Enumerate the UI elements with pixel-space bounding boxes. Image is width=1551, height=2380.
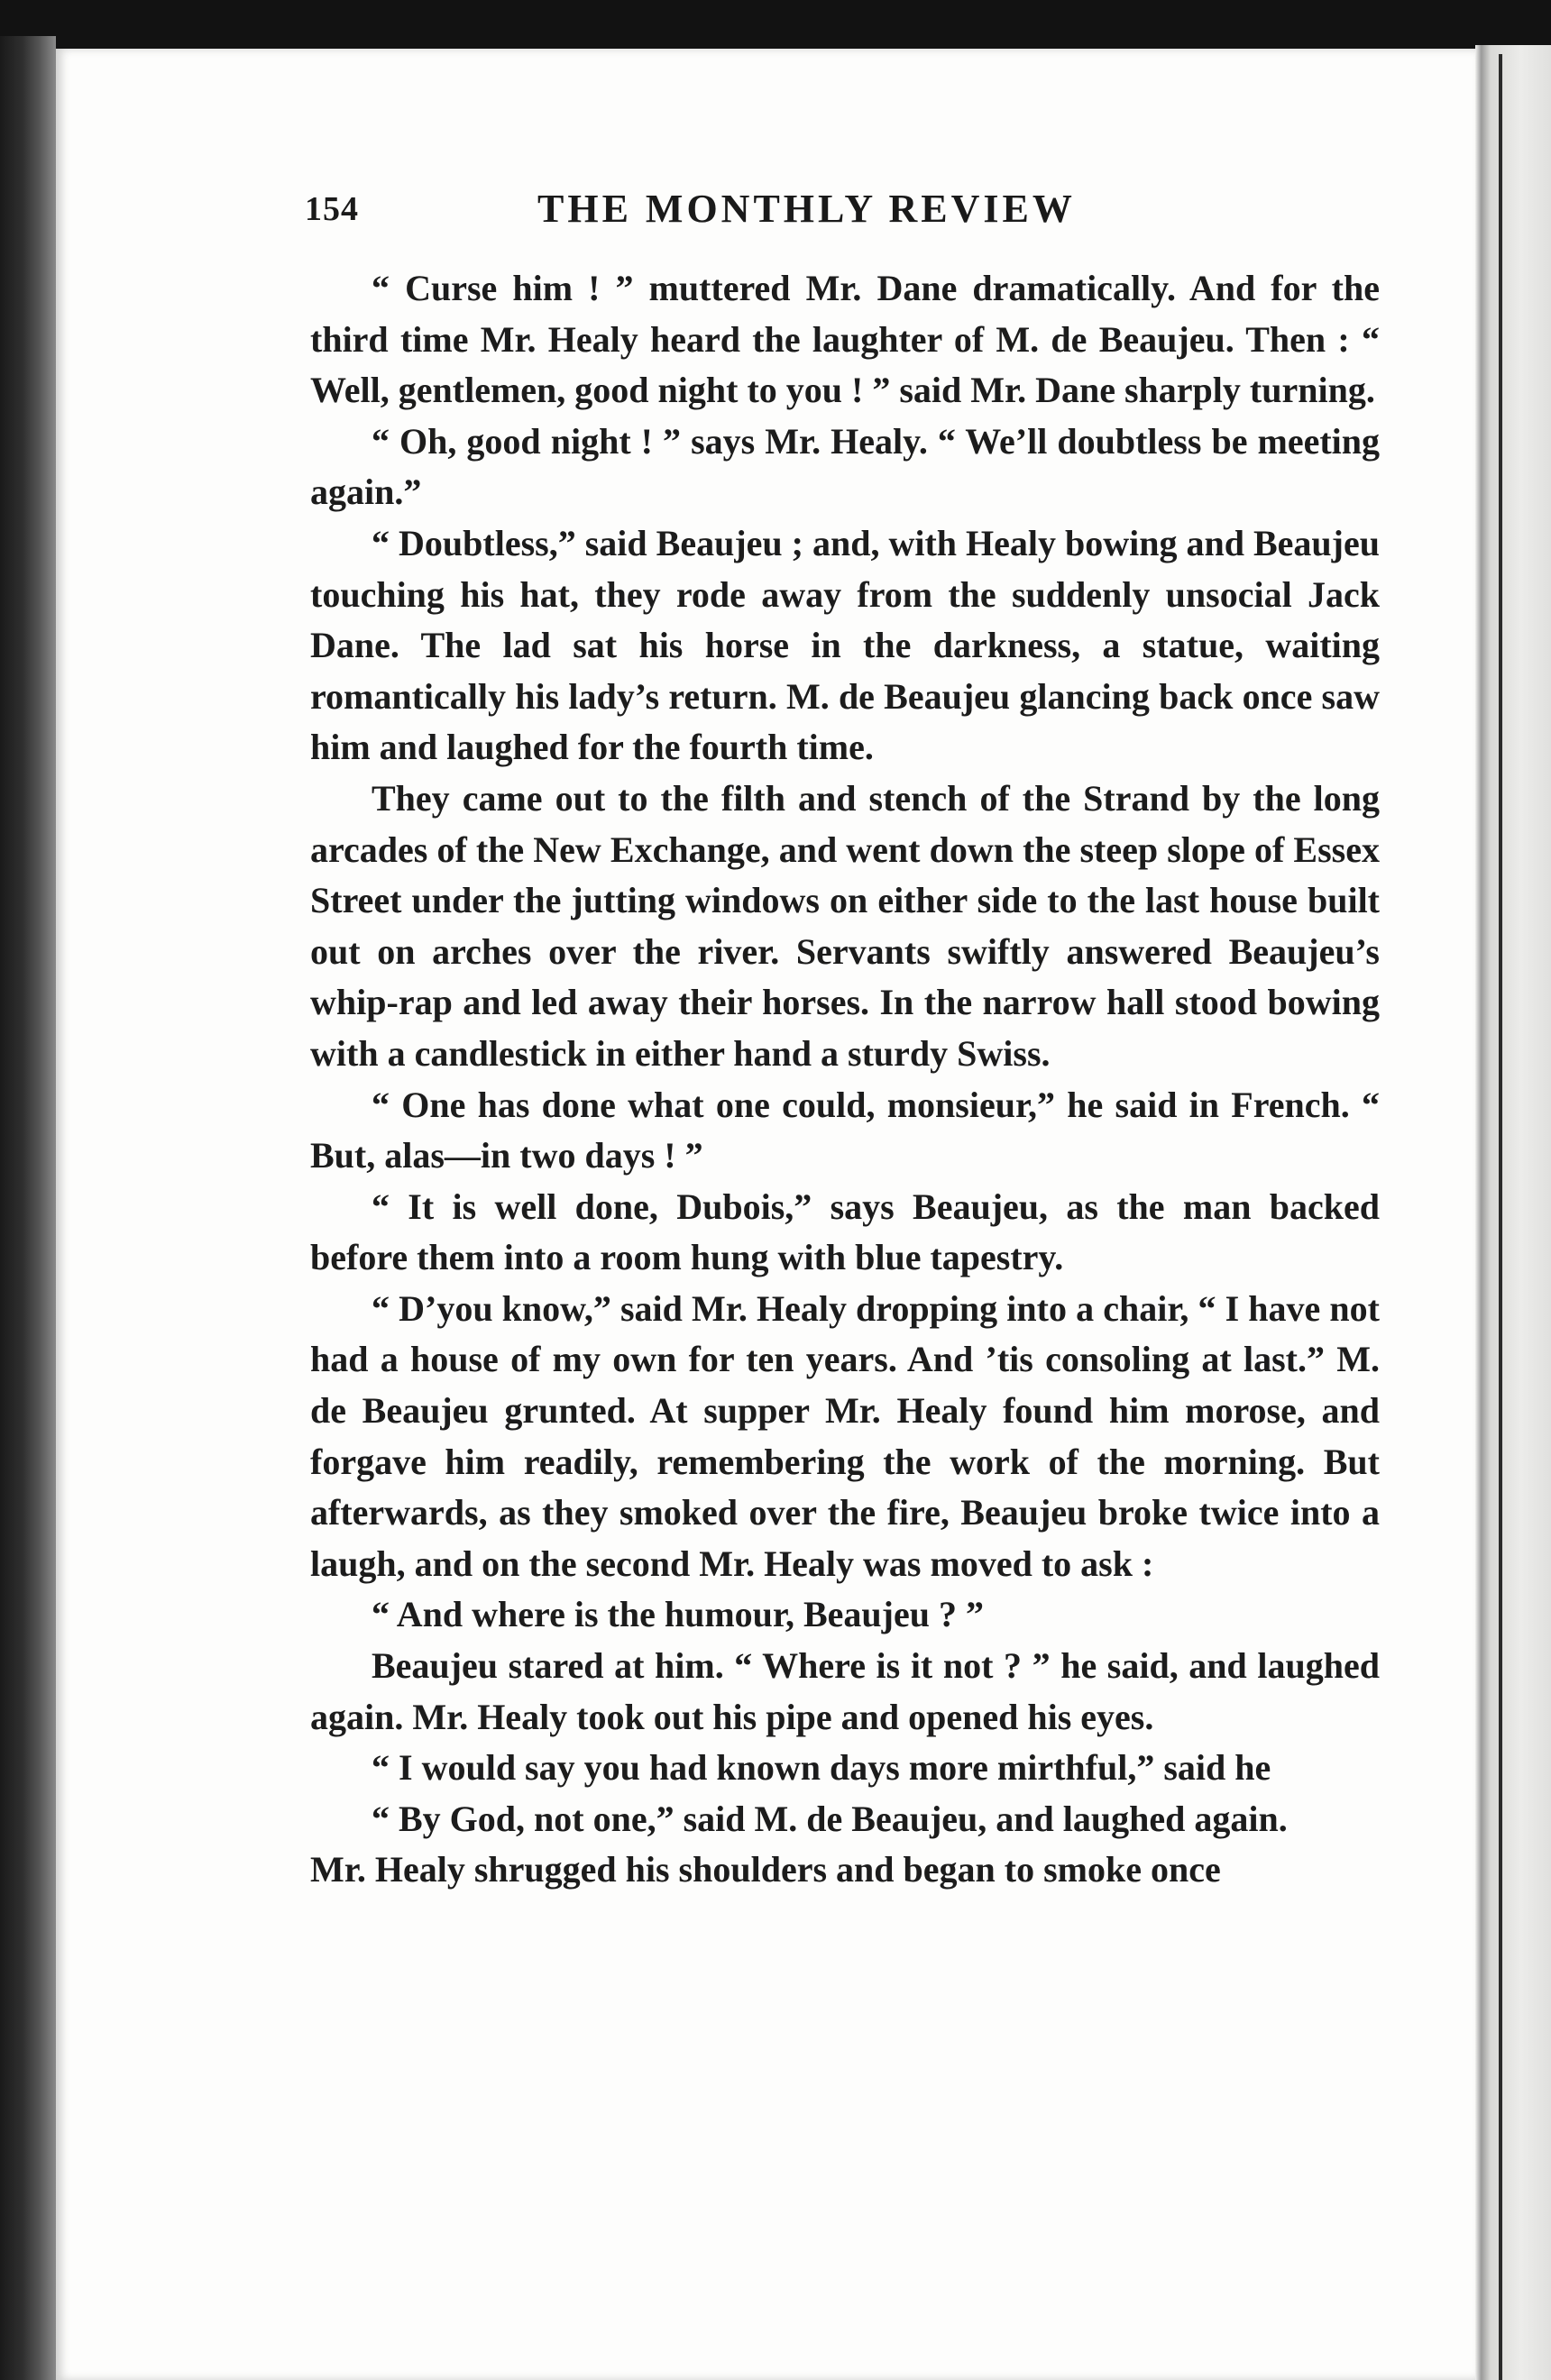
paragraph: “ D’you know,” said Mr. Healy dropping into a chair, “ I have not had a house of my own for ten years. And ’tis consoling at last.” M. de Beaujeu grunted. At supper Mr. Healy found him morose, and forgave him readily, remembering the work of the morning. But afterwards, as they smoked over the fire, Beaujeu broke twice into a laugh, and on the second Mr. Healy was moved to ask : [310, 1287, 1380, 1584]
paragraph: “ I would say you had known days more mirthful,” said he [372, 1747, 1271, 1789]
paragraph: “ One has done what one could, monsieur,” he said in French. “ But, alas—in two days ! ” [310, 1084, 1380, 1176]
page-header [305, 189, 1387, 243]
running-title: THE MONTHLY REVIEW [537, 187, 1076, 231]
paragraph: They came out to the filth and stench of the Strand by the long arcades of the New Exchange, and went down the steep slope of Essex Street under the jutting windows on either side to the last house built out on arches over the river. Servants swiftly answered Beaujeu’s whip-rap and led away their horses. In the narrow hall stood bowing with a candlestick in either hand a sturdy Swiss. [310, 777, 1380, 1074]
paragraph: Mr. Healy shrugged his shoulders and began to smoke once [310, 1849, 1221, 1890]
scan-top-border [0, 0, 1551, 52]
paragraph: “ Doubtless,” said Beaujeu ; and, with Healy bowing and Beaujeu touching his hat, they rode away from the suddenly unsocial Jack Dane. The lad sat his horse in the darkness, a statue, waiting romantically his lady’s return. M. de Beaujeu glancing back once saw him and laughed for the fourth time. [310, 522, 1380, 768]
paragraph: “ By God, not one,” said M. de Beaujeu, and laughed again. [372, 1798, 1288, 1839]
paragraph: “ Oh, good night ! ” says Mr. Healy. “ We’ll doubtless be meeting again.” [310, 420, 1380, 513]
book-binding-edge [0, 36, 56, 2380]
paragraph: “ It is well done, Dubois,” says Beaujeu, as the man backed before them into a room hung with blue tapestry. [310, 1185, 1380, 1278]
paragraph: “ Curse him ! ” muttered Mr. Dane dramatically. And for the third time Mr. Healy heard the laughter of M. de Beaujeu. Then : “ Well, gentlemen, good night to you ! ” said Mr. Dane sharply turning. [310, 268, 1380, 411]
page-stack-edge [1475, 45, 1551, 2380]
body-text [310, 263, 1380, 1896]
page-edge-shadow [1499, 54, 1502, 2380]
paragraph: “ And where is the humour, Beaujeu ? ” [372, 1594, 984, 1635]
page-number: 154 [305, 190, 359, 228]
paragraph: Beaujeu stared at him. “ Where is it not ? ” he said, and laughed again. Mr. Healy took out his pipe and opened his eyes. [310, 1645, 1380, 1737]
